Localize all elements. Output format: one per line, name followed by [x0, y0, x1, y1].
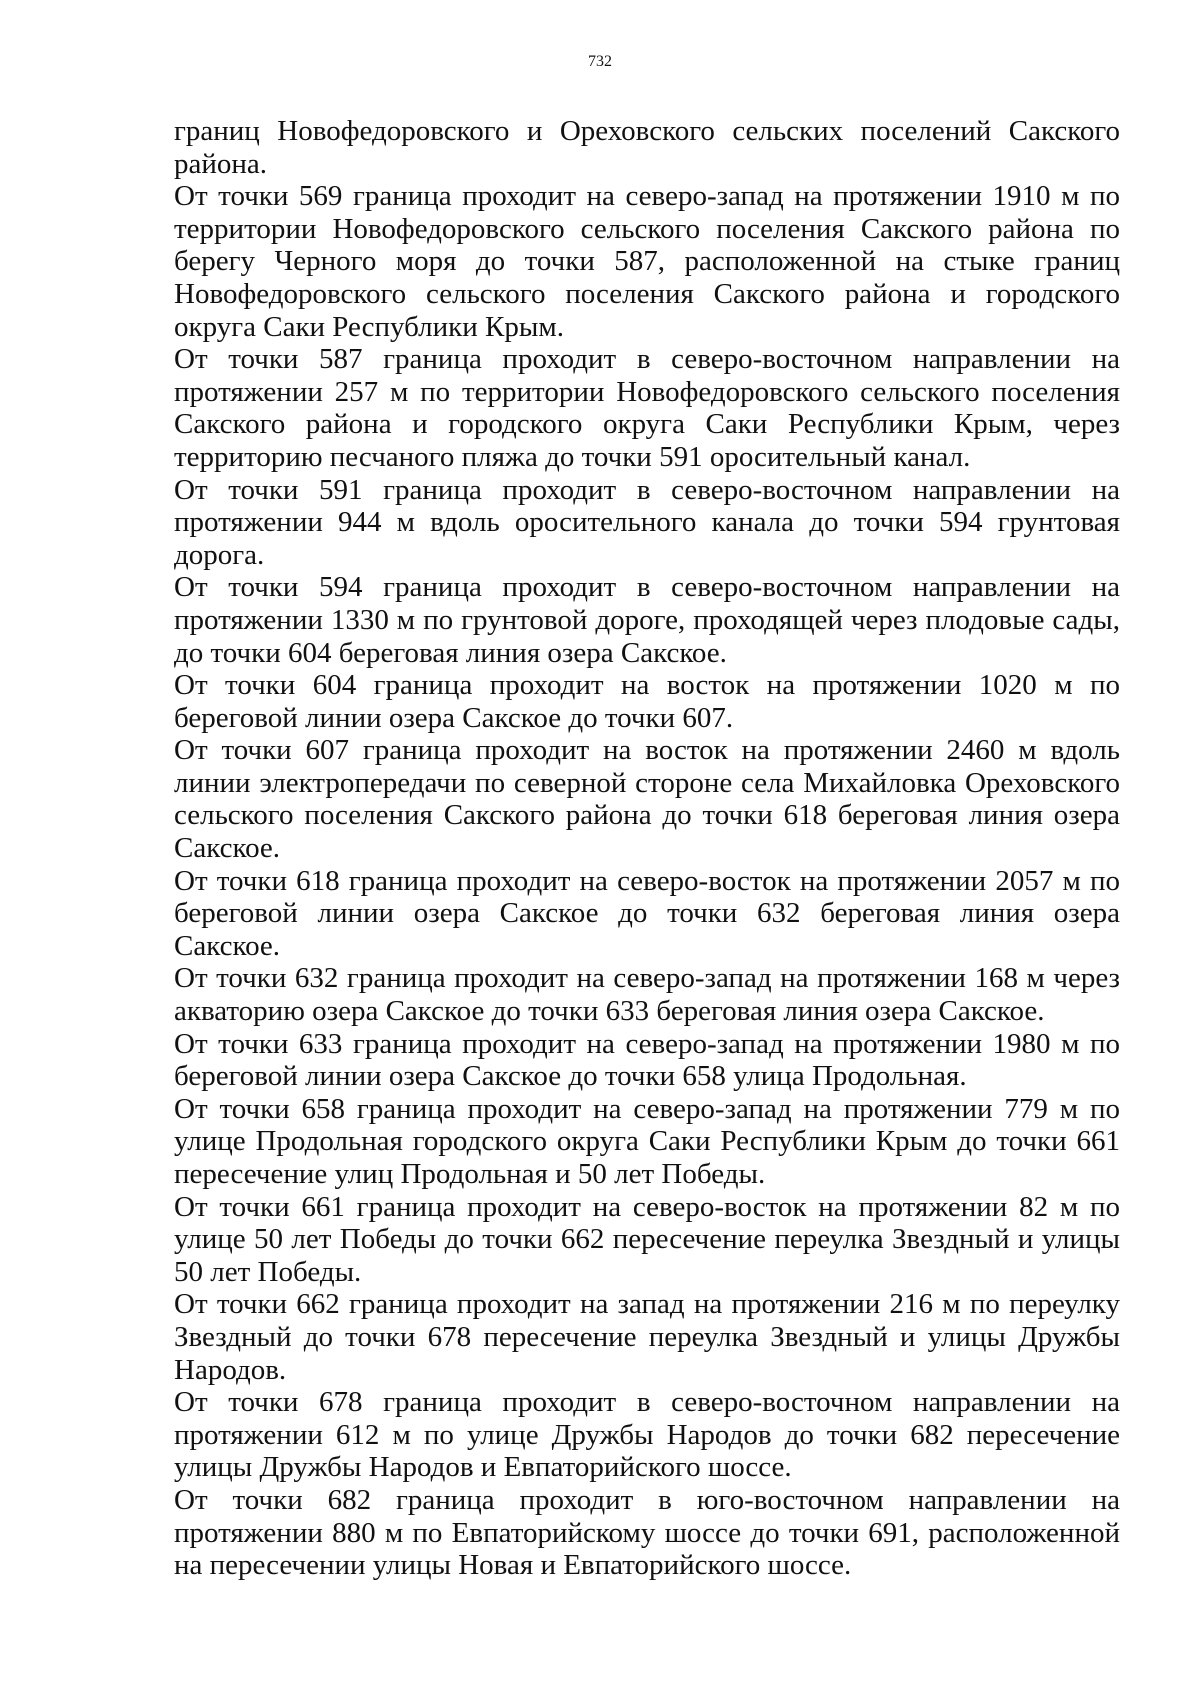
paragraph: От точки 658 граница проходит на северо-запад на протяжении 779 м по улице Продольная городского округа Саки Республики Крым до точки 661 пересечение улиц Продольная и 50 лет Победы. [174, 1092, 1120, 1190]
paragraph: границ Новофедоровского и Ореховского сельских поселений Сакского района. [174, 115, 1120, 180]
page-number: 732 [588, 53, 612, 70]
paragraph: От точки 591 граница проходит в северо-восточном направлении на протяжении 944 м вдоль оросительного канала до точки 594 грунтовая дорога. [174, 473, 1120, 571]
paragraph: От точки 594 граница проходит в северо-восточном направлении на протяжении 1330 м по грунтовой дороге, проходящей через плодовые сады, до точки 604 береговая линия озера Сакское. [174, 571, 1120, 669]
paragraph: От точки 569 граница проходит на северо-запад на протяжении 1910 м по территории Новофедоровского сельского поселения Сакского района по берегу Черного моря до точки 587, расположенной на стыке границ Новофедоровского сельского поселения Сакского района и городского округа Саки Республики Крым. [174, 180, 1120, 343]
paragraph: От точки 661 граница проходит на северо-восток на протяжении 82 м по улице 50 лет Победы до точки 662 пересечение переулка Звездный и улицы 50 лет Победы. [174, 1190, 1120, 1288]
paragraph: От точки 678 граница проходит в северо-восточном направлении на протяжении 612 м по улице Дружбы Народов до точки 682 пересечение улицы Дружбы Народов и Евпаторийского шоссе. [174, 1386, 1120, 1484]
paragraph: От точки 682 граница проходит в юго-восточном направлении на протяжении 880 м по Евпаторийскому шоссе до точки 691, расположенной на пересечении улицы Новая и Евпаторийского шоссе. [174, 1483, 1120, 1582]
paragraph: От точки 662 граница проходит на запад на протяжении 216 м по переулку Звездный до точки 678 пересечение переулка Звездный и улицы Дружбы Народов. [174, 1288, 1120, 1386]
document-body [174, 115, 1120, 1582]
paragraph: От точки 618 граница проходит на северо-восток на протяжении 2057 м по береговой линии озера Сакское до точки 632 береговая линия озера Сакское. [174, 864, 1120, 962]
paragraph: От точки 587 граница проходит в северо-восточном направлении на протяжении 257 м по территории Новофедоровского сельского поселения Сакского района и городского округа Саки Республики Крым, через территорию песчаного пляжа до точки 591 оросительный канал. [174, 343, 1120, 473]
paragraph: От точки 633 граница проходит на северо-запад на протяжении 1980 м по береговой линии озера Сакское до точки 658 улица Продольная. [174, 1027, 1120, 1093]
paragraph: От точки 604 граница проходит на восток на протяжении 1020 м по береговой линии озера Сакское до точки 607. [174, 669, 1120, 734]
paragraph: От точки 632 граница проходит на северо-запад на протяжении 168 м через акваторию озера Сакское до точки 633 береговая линия озера Сакское. [174, 962, 1120, 1028]
paragraph: От точки 607 граница проходит на восток на протяжении 2460 м вдоль линии электропередачи по северной стороне села Михайловка Ореховского сельского поселения Сакского района до точки 618 береговая линия озера Сакское. [174, 734, 1120, 865]
